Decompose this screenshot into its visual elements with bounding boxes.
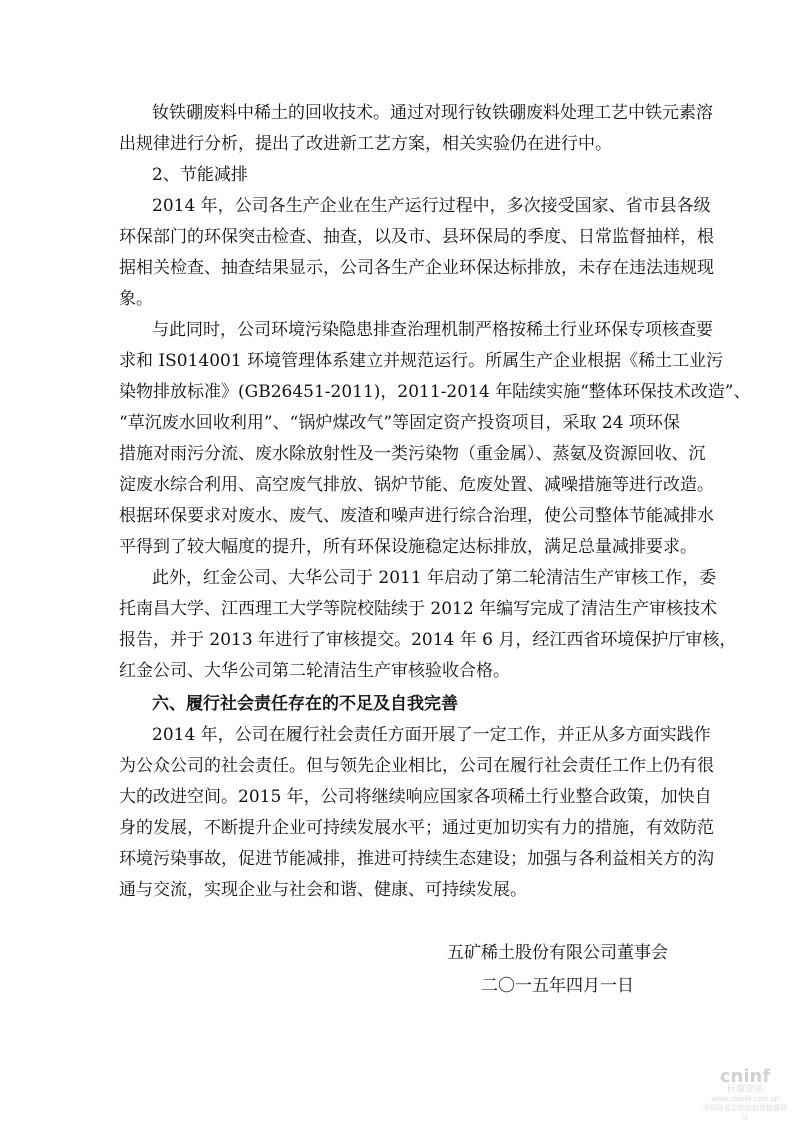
text-line: 与此同时，公司环境污染隐患排查治理机制严格按稀土行业环保专项核查要 <box>152 320 713 340</box>
text-line: 2014 年，公司各生产企业在生产运行过程中，多次接受国家、省市县各级 <box>152 196 711 216</box>
text-line: 淀废水综合利用、高空废气排放、锅炉节能、危废处置、减噪措施等进行改造。 <box>119 475 714 495</box>
text-line: 出规律进行分析，提出了改进新工艺方案，相关实验仍在进行中。 <box>119 134 612 154</box>
text-line: 六、履行社会责任存在的不足及自我完善 <box>152 694 458 714</box>
paragraph <box>119 315 751 563</box>
text-line: 染物排放标准》(GB26451-2011)，2011-2014 年陆续实施“整体环保技术改造”、 <box>119 382 751 402</box>
text-line: 为公众公司的社会责任。但与领先企业相比，公司在履行社会责任工作上仍有很 <box>119 756 714 776</box>
text-line: 通与交流，实现企业与社会和谐、健康、可持续发展。 <box>119 880 527 900</box>
section-heading <box>119 689 680 720</box>
text-line: 此外，红金公司、大华公司于 2011 年启动了第二轮清洁生产审核工作，委 <box>152 568 717 588</box>
signature-date: 二〇一五年四月一日 <box>481 976 634 996</box>
text-line: 平得到了较大幅度的提升，所有环保设施稳定达标排放，满足总量减排要求。 <box>119 537 697 557</box>
text-line: 措施对雨污分流、废水除放射性及一类污染物（重金属）、蒸氨及资源回收、沉 <box>119 444 706 464</box>
document-body <box>119 98 751 906</box>
text-line: 环保部门的环保突击检查、抽查，以及市、县环保局的季度、日常监督抽样，根 <box>119 227 714 247</box>
text-line: 2、节能减排 <box>152 165 248 185</box>
paragraph <box>119 720 714 906</box>
text-line: 根据环保要求对废水、废气、废渣和噪声进行综合治理，使公司整体节能减排水 <box>119 506 714 526</box>
watermark-name: 巨潮资讯 <box>726 1085 763 1095</box>
text-line: “草沉废水回收利用”、“锅炉煤改气”等固定资产投资项目，采取 24 项环保 <box>119 413 680 433</box>
text-line: 据相关检查、抽查结果显示，公司各生产企业环保达标排放，未存在违法违规现 <box>119 258 714 278</box>
text-line: 报告，并于 2013 年进行了审核提交。2014 年 6 月，经江西省环境保护厅审核， <box>119 630 737 650</box>
text-line: 求和 IS014001 环境管理体系建立并规范运行。所属生产企业根据《稀土工业污 <box>119 351 724 371</box>
text-line: 身的发展，不断提升企业可持续发展水平；通过更加切实有力的措施，有效防范 <box>119 818 714 838</box>
watermark-logo: cninf <box>719 1066 771 1087</box>
watermark-tagline: 中国证监会指定信息披露网站 <box>703 1104 787 1121</box>
text-line: 红金公司、大华公司第二轮清洁生产审核验收合格。 <box>119 661 510 681</box>
watermark-url: www.cninfo.com.cn <box>711 1095 779 1103</box>
text-line: 象。 <box>119 289 153 309</box>
text-line: 钕铁硼废料中稀土的回收技术。通过对现行钕铁硼废料处理工艺中铁元素溶 <box>152 103 713 123</box>
paragraph <box>119 160 680 191</box>
text-line: 大的改进空间。2015 年，公司将继续响应国家各项稀土行业整合政策，加快自 <box>119 787 712 807</box>
paragraph <box>119 191 714 315</box>
paragraph <box>119 98 713 160</box>
text-line: 2014 年，公司在履行社会责任方面开展了一定工作，并正从多方面实践作 <box>152 725 711 745</box>
text-line: 环境污染事故，促进节能减排，推进可持续生态建设；加强与各利益相关方的沟 <box>119 849 714 869</box>
cninfo-watermark <box>700 1068 790 1122</box>
signature-company: 五矿稀土股份有限公司董事会 <box>447 943 668 963</box>
text-line: 托南昌大学、江西理工大学等院校陆续于 2012 年编写完成了清洁生产审核技术 <box>119 599 718 619</box>
paragraph <box>119 563 737 687</box>
